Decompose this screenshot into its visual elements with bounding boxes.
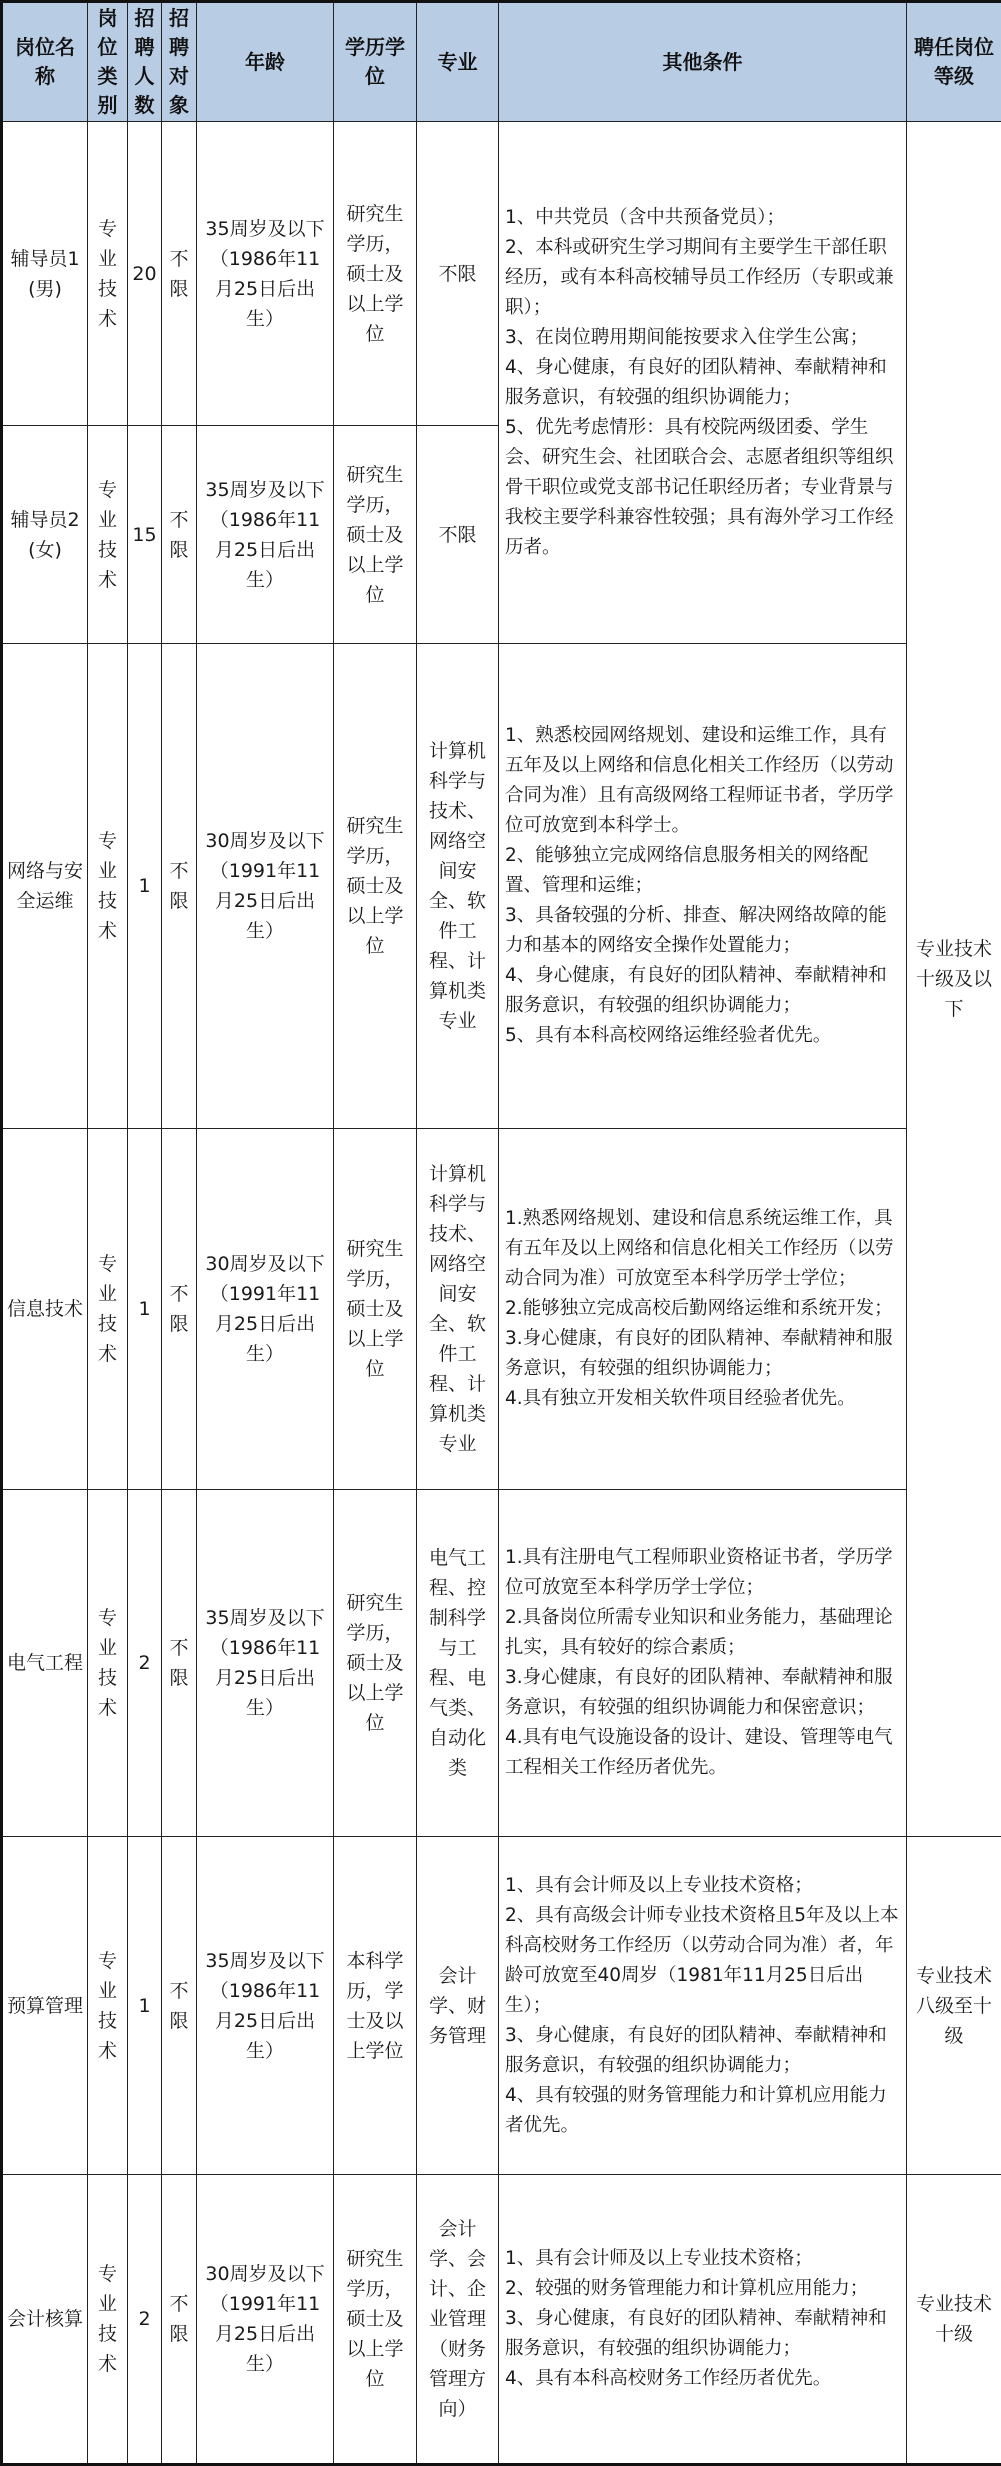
cell-post-level: 专业技术八级至十级 <box>907 1837 1001 2175</box>
cell-position-name: 预算管理 <box>2 1837 88 2175</box>
cell-major: 计算机科学与技术、网络空间安全、软件工程、计算机类专业 <box>417 1129 499 1490</box>
cell-position-name: 信息技术 <box>2 1129 88 1490</box>
cell-category: 专业技术 <box>88 426 128 644</box>
table-header-row <box>2 2 1001 122</box>
cell-age: 35周岁及以下（1986年11月25日后出生） <box>197 1490 334 1837</box>
condition-item: 2、较强的财务管理能力和计算机应用能力； <box>505 2274 902 2304</box>
header-major: 专业 <box>417 2 499 122</box>
cell-position-name: 辅导员1(男) <box>2 122 88 426</box>
header-education: 学历学位 <box>334 2 417 122</box>
cell-position-name: 电气工程 <box>2 1490 88 1837</box>
cell-age: 30周岁及以下（1991年11月25日后出生） <box>197 644 334 1129</box>
condition-item: 2、本科或研究生学习期间有主要学生干部任职经历，或有本科高校辅导员工作经历（专职或兼职）； <box>505 233 902 323</box>
condition-item: 3、在岗位聘用期间能按要求入住学生公寓； <box>505 323 902 353</box>
cell-conditions-it <box>499 1129 907 1490</box>
cell-count: 1 <box>128 644 162 1129</box>
cell-target: 不限 <box>162 426 197 644</box>
condition-item: 4、具有较强的财务管理能力和计算机应用能力者优先。 <box>505 2081 902 2141</box>
table-row <box>2 1490 1001 1837</box>
cell-category: 专业技术 <box>88 1837 128 2175</box>
condition-item: 4.具有电气设施设备的设计、建设、管理等电气工程相关工作经历者优先。 <box>505 1723 902 1783</box>
cell-count: 2 <box>128 2175 162 2465</box>
cell-age: 30周岁及以下（1991年11月25日后出生） <box>197 1129 334 1490</box>
condition-item: 1、具有会计师及以上专业技术资格； <box>505 1871 902 1901</box>
cell-category: 专业技术 <box>88 1490 128 1837</box>
cell-category: 专业技术 <box>88 1129 128 1490</box>
cell-major: 电气工程、控制科学与工程、电气类、自动化类 <box>417 1490 499 1837</box>
cell-target: 不限 <box>162 644 197 1129</box>
condition-item: 2.具备岗位所需专业知识和业务能力，基础理论扎实，具有较好的综合素质； <box>505 1603 902 1663</box>
condition-item: 2、能够独立完成网络信息服务相关的网络配置、管理和运维； <box>505 841 902 901</box>
condition-item: 5、优先考虑情形：具有校院两级团委、学生会、研究生会、社团联合会、志愿者组织等组织骨干职位或党支部书记任职经历者；专业背景与我校主要学科兼容性较强；具有海外学习工作经历者。 <box>505 413 902 563</box>
cell-age: 30周岁及以下（1991年11月25日后出生） <box>197 2175 334 2465</box>
header-age: 年龄 <box>197 2 334 122</box>
condition-item: 2.能够独立完成高校后勤网络运维和系统开发； <box>505 1294 902 1324</box>
table-row <box>2 1837 1001 2175</box>
cell-major: 不限 <box>417 426 499 644</box>
header-position-category: 岗位类别 <box>88 2 128 122</box>
cell-count: 1 <box>128 1129 162 1490</box>
condition-item: 3、具备较强的分析、排查、解决网络故障的能力和基本的网络安全操作处置能力； <box>505 901 902 961</box>
condition-item: 1、熟悉校园网络规划、建设和运维工作，具有五年及以上网络和信息化相关工作经历（以劳动合同为准）且有高级网络工程师证书者，学历学位可放宽到本科学士。 <box>505 721 902 841</box>
cell-count: 1 <box>128 1837 162 2175</box>
condition-item: 1.具有注册电气工程师职业资格证书者，学历学位可放宽至本科学历学士学位； <box>505 1543 902 1603</box>
condition-item: 1.熟悉网络规划、建设和信息系统运维工作，具有五年及以上网络和信息化相关工作经历（以劳动合同为准）可放宽至本科学历学士学位； <box>505 1204 902 1294</box>
cell-position-name: 网络与安全运维 <box>2 644 88 1129</box>
cell-category: 专业技术 <box>88 122 128 426</box>
condition-item: 1、具有会计师及以上专业技术资格； <box>505 2244 902 2274</box>
cell-education: 研究生学历，硕士及以上学位 <box>334 1490 417 1837</box>
condition-item: 2、具有高级会计师专业技术资格且5年及以上本科高校财务工作经历（以劳动合同为准）者，年龄可放宽至40周岁（1981年11月25日后出生）； <box>505 1901 902 2021</box>
cell-post-level: 专业技术十级 <box>907 2175 1001 2465</box>
cell-education: 研究生学历，硕士及以上学位 <box>334 1129 417 1490</box>
cell-post-level: 专业技术十级及以下 <box>907 122 1001 1837</box>
cell-count: 20 <box>128 122 162 426</box>
cell-count: 2 <box>128 1490 162 1837</box>
header-post-level: 聘任岗位等级 <box>907 2 1001 122</box>
condition-item: 4、身心健康，有良好的团队精神、奉献精神和服务意识，有较强的组织协调能力； <box>505 961 902 1021</box>
cell-category: 专业技术 <box>88 2175 128 2465</box>
condition-item: 4、具有本科高校财务工作经历者优先。 <box>505 2364 902 2394</box>
cell-position-name: 会计核算 <box>2 2175 88 2465</box>
cell-target: 不限 <box>162 1837 197 2175</box>
cell-major: 计算机科学与技术、网络空间安全、软件工程、计算机类专业 <box>417 644 499 1129</box>
header-position-name: 岗位名称 <box>2 2 88 122</box>
cell-conditions-accounting <box>499 2175 907 2465</box>
condition-item: 3、身心健康，有良好的团队精神、奉献精神和服务意识，有较强的组织协调能力； <box>505 2021 902 2081</box>
cell-target: 不限 <box>162 1490 197 1837</box>
cell-conditions-electrical <box>499 1490 907 1837</box>
cell-major: 会计学、会计、企业管理（财务管理方向） <box>417 2175 499 2465</box>
table-row <box>2 1129 1001 1490</box>
condition-item: 4.具有独立开发相关软件项目经验者优先。 <box>505 1384 902 1414</box>
cell-education: 研究生学历，硕士及以上学位 <box>334 426 417 644</box>
cell-category: 专业技术 <box>88 644 128 1129</box>
cell-conditions-counselor <box>499 122 907 644</box>
table-row <box>2 122 1001 426</box>
cell-target: 不限 <box>162 122 197 426</box>
cell-education: 研究生学历，硕士及以上学位 <box>334 122 417 426</box>
cell-age: 35周岁及以下（1986年11月25日后出生） <box>197 1837 334 2175</box>
condition-item: 1、中共党员（含中共预备党员）； <box>505 203 902 233</box>
cell-age: 35周岁及以下（1986年11月25日后出生） <box>197 122 334 426</box>
condition-item: 5、具有本科高校网络运维经验者优先。 <box>505 1021 902 1051</box>
cell-major: 会计学、财务管理 <box>417 1837 499 2175</box>
cell-education: 研究生学历，硕士及以上学位 <box>334 644 417 1129</box>
cell-target: 不限 <box>162 2175 197 2465</box>
cell-major: 不限 <box>417 122 499 426</box>
header-hire-count: 招聘人数 <box>128 2 162 122</box>
table-row <box>2 644 1001 1129</box>
cell-target: 不限 <box>162 1129 197 1490</box>
cell-age: 35周岁及以下（1986年11月25日后出生） <box>197 426 334 644</box>
condition-item: 3、身心健康，有良好的团队精神、奉献精神和服务意识，有较强的组织协调能力； <box>505 2304 902 2364</box>
condition-item: 3.身心健康，有良好的团队精神、奉献精神和服务意识，有较强的组织协调能力和保密意识； <box>505 1663 902 1723</box>
cell-education: 研究生学历，硕士及以上学位 <box>334 2175 417 2465</box>
condition-item: 4、身心健康，有良好的团队精神、奉献精神和服务意识，有较强的组织协调能力； <box>505 353 902 413</box>
cell-conditions-network <box>499 644 907 1129</box>
table-row <box>2 2175 1001 2465</box>
header-hire-target: 招聘对象 <box>162 2 197 122</box>
condition-item: 3.身心健康，有良好的团队精神、奉献精神和服务意识，有较强的组织协调能力； <box>505 1324 902 1384</box>
cell-count: 15 <box>128 426 162 644</box>
cell-conditions-budget <box>499 1837 907 2175</box>
cell-education: 本科学历，学士及以上学位 <box>334 1837 417 2175</box>
header-other-conditions: 其他条件 <box>499 2 907 122</box>
cell-position-name: 辅导员2(女) <box>2 426 88 644</box>
